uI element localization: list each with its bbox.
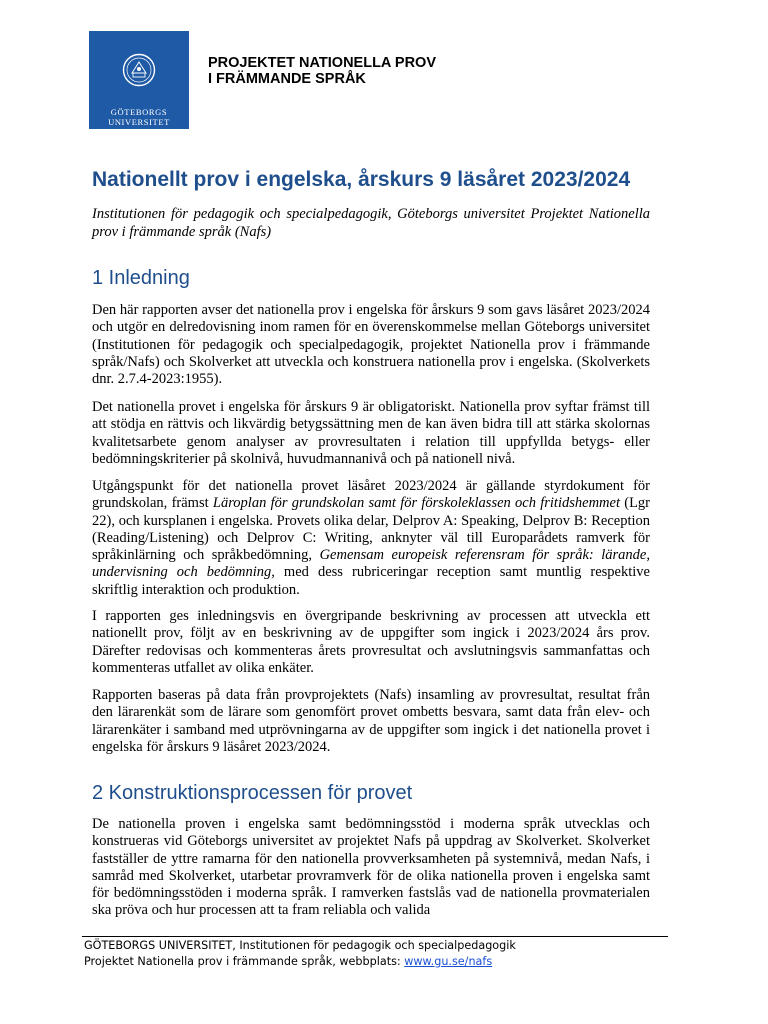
paragraph-3-part-c: (Lgr 22), och kursplanen i engelska. Provets olika delar, Delprov A: Speaking, Delprov B: Reception (Reading/Listening) och Delprov C: Writing, anknyter väl till Europarådets ramverk för språkinlärning och språkbedömning,	[92, 495, 651, 564]
paragraph-3-cefr-title: Gemensam europeisk referensram för språk: lärande, undervisning och bedömning,	[92, 547, 650, 581]
paragraph-2: Det nationella provet i engelska för årskurs 9 är obligatoriskt. Nationella prov syftar främst till att stödja en rättvis och likvärdig betygssättning men de kan även bidra till att stärka skolornas kvalitetsarbete genom analyser av provresultaten i relation till uppfyllda betygs- eller bedömningskriterier på skolnivå, huvudmannanivå och på nationell nivå.	[92, 399, 650, 467]
footer-line2	[84, 954, 516, 970]
paragraph-3-part-e: med dess rubriceringar reception samt muntlig respektive skriftlig interaktion och produktion.	[92, 564, 650, 598]
document-title: Nationellt prov i engelska, årskurs 9 läsåret 2023/2024	[92, 168, 631, 191]
paragraph-5: Rapporten baseras på data från provprojektets (Nafs) insamling av provresultat, resultat från den lärarenkät som de lärare som genomfört provet ombetts besvara, samt data från elev- och lärarenkäter i samband med utprövningarna av de uppgifter som ingick i det nationella provet i engelska för årskurs 9 läsåret 2023/2024.	[92, 687, 650, 755]
paragraph-3	[92, 478, 650, 599]
section-heading-konstruktion: 2 Konstruktionsprocessen för provet	[92, 782, 413, 804]
paragraph-6: De nationella proven i engelska samt bedömningsstöd i moderna språk utvecklas och konstrueras vid Göteborgs universitet av projektet Nafs på uppdrag av Skolverket. Skolverket fastställer de yttre ramarna för den nationella provverksamheten på systemnivå, medan Nafs, i samråd med Skolverket, utarbetar provramverk för de olika nationella proven i engelska samt för bedömningsstöden i moderna språk. I ramverken fastslås vad de nationella provmaterialen ska pröva och hur processen att ta fram reliabla och valida	[92, 816, 650, 919]
paragraph-4: I rapporten ges inledningsvis en övergripande beskrivning av processen att utveckla ett nationellt prov, följt av en beskrivning av de uppgifter som ingick i 2023/2024 års prov. Därefter redovisas och kommenteras årets provresultat och avslutningsvis sammanfattas och kommenteras utfallet av olika enkäter.	[92, 608, 650, 676]
project-title-line1: PROJEKTET NATIONELLA PROV	[208, 55, 436, 71]
university-logo	[89, 31, 189, 129]
paragraph-3-part-a: Utgångspunkt för det nationella provet läsåret 2023/2024 är gällande styrdokument för grundskolan, främst	[92, 478, 650, 512]
document-subtitle: Institutionen för pedagogik och specialpedagogik, Göteborgs universitet Projektet Nationella prov i främmande språk (Nafs)	[92, 206, 650, 240]
university-seal-icon	[122, 53, 156, 87]
footer-divider	[82, 936, 668, 937]
project-title-line2: I FRÄMMANDE SPRÅK	[208, 71, 366, 87]
website-link[interactable]: www.gu.se/nafs	[404, 955, 493, 968]
logo-text-line2: UNIVERSITET	[108, 117, 170, 127]
page-footer	[84, 938, 516, 970]
project-title	[208, 55, 436, 87]
section-heading-inledning: 1 Inledning	[92, 267, 190, 289]
paragraph-1: Den här rapporten avser det nationella prov i engelska för årskurs 9 som gavs läsåret 2023/2024 och utgör en delredovisning inom ramen för en överenskommelse mellan Göteborgs universitet (Institutionen för pedagogik och specialpedagogik, projektet Nationella prov i främmande språk/Nafs) och Skolverket att utveckla och konstruera nationella prov i engelska. (Skolverkets dnr. 2.7.4-2023:1955).	[92, 302, 650, 388]
footer-line2-prefix: Projektet Nationella prov i främmande språk, webbplats:	[84, 955, 405, 968]
footer-line1: GÖTEBORGS UNIVERSITET, Institutionen för pedagogik och specialpedagogik	[84, 939, 516, 952]
paragraph-3-curriculum-title: Läroplan för grundskolan samt för förskoleklassen och fritidshemmet	[212, 495, 620, 512]
logo-text-line1: GÖTEBORGS	[110, 107, 168, 117]
